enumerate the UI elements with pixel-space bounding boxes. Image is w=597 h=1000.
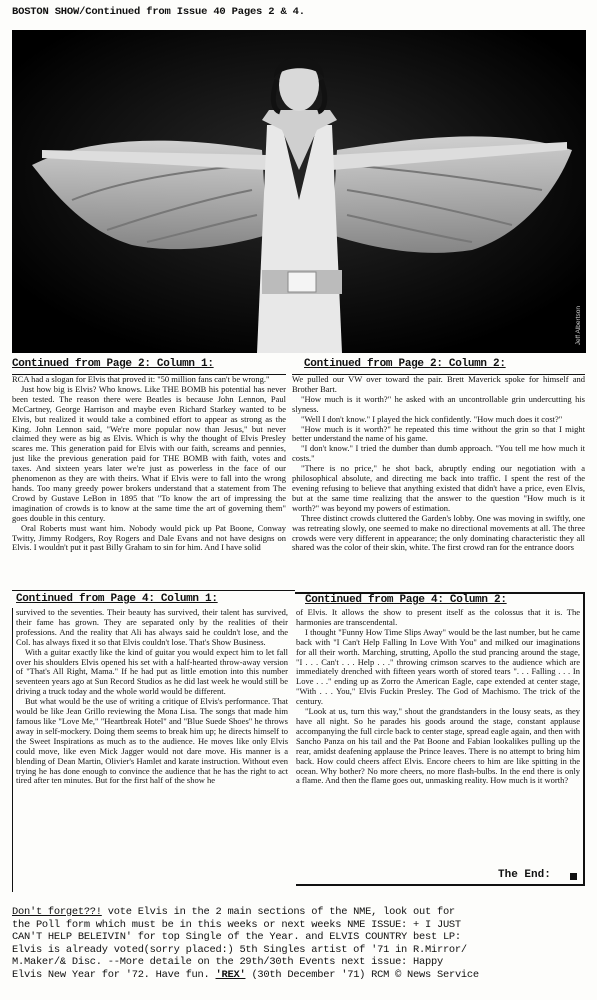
paragraph: "How much is it worth?" he repeated this time without the grin so that I might better understand the name of his game. xyxy=(292,423,585,444)
footer-line-2: the Poll form which must be in this weeks or next weeks NME ISSUE: + I JUST xyxy=(12,918,461,931)
footer-line-6: Elvis New Year for '72. Have fun. 'REX' (30th December '71) RCM © News Service xyxy=(12,968,479,981)
p4-col1-left-rule xyxy=(12,608,13,892)
end-square-mark xyxy=(570,873,577,880)
paragraph: Oral Roberts must want him. Nobody would pick up Pat Boone, Conway Twitty, Jimmy Rodgers, Roy Rogers and Dale Evans and not have designs on Elvis. I wouldn't put it past Billy Graham to sin for him. And I have solid xyxy=(12,522,286,553)
paragraph: "Well I don't know." I played the hick confidently. "How much does it cost?" xyxy=(301,413,563,424)
paragraph: "I don't know." I tried the dumber than dumb approach. "You tell me how much it costs." xyxy=(292,443,585,464)
paragraph: RCA had a slogan for Elvis that proved it: "50 million fans can't be wrong." xyxy=(12,375,270,384)
performer-photo-image xyxy=(12,30,586,353)
footer-line-1: Don't forget??! vote Elvis in the 2 main sections of the NME, look out for xyxy=(12,906,455,918)
p2-col1-text xyxy=(12,375,286,589)
paragraph: Three distinct crowds cluttered the Garden's lobby. One was moving in swiftly, one was retreating slowly, one seemed to make no directional movements at all. The three crowds were very different in appearance; the only dominating characteristic they all shared was the color of their skin, white. The first crowd ran for the entrance doors xyxy=(292,512,585,553)
rex-signature: 'REX' xyxy=(215,968,246,981)
p2-col1-heading: Continued from Page 2: Column 1: xyxy=(12,358,214,370)
p4-col2-text xyxy=(296,608,580,868)
p4-col2-heading: Continued from Page 4: Column 2: xyxy=(305,594,507,606)
paragraph: We pulled our VW over toward the pair. Brett Maverick spoke for himself and Brother Bart. xyxy=(292,375,585,394)
paragraph: "Look at us, turn this way," shout the grandstanders in the lousy seats, as they have all night. So he parades his goods around the stage, constant applause accompanying the full circle back to center stage, spread eagle again, and then with Sancho Panza on his tail and the Pat Boone and Fabian lookalikes pulling up the rear, amidst deafening applause the Prince leaves. There is no attempt to bring him back. How could cheers affect Elvis. Encore cheers to him are like spitting in the ocean. Why bother? No more cheers, no more flash-bulbs. In the end there is only a flame. And then the flame goes out, unmasking reality. How much is it worth? xyxy=(296,706,580,786)
paragraph: "There is no price," he shot back, abruptly ending our negotiation with a philosophical absolute, and directing me back into traffic. I spent the rest of the evening refusing to believe that anything existed that didn't have a price, even Elvis, but at the same time realizing that the answer to the question "How much is it worth?" was beyond my powers of estimation. xyxy=(292,463,585,513)
the-end-label: The End: xyxy=(498,869,551,881)
footer-line-4: Elvis is already voted(sorry placed:) 5th Singles artist of '71 in R.Mirror/ xyxy=(12,943,467,956)
p4-col1-heading: Continued from Page 4: Column 1: xyxy=(16,593,218,605)
footer-line-3: CAN'T HELP BELEIVIN' for top Single of the Year. and ELVIS COUNTRY best LP: xyxy=(12,931,461,944)
paragraph: "How much is it worth?" he asked with an uncontrollable grin undercutting his slyness. xyxy=(292,393,585,414)
paragraph: With a guitar exactly like the kind of guitar you would expect him to let fall over his shoulders Elvis opened his set with a half-hearted throw-away version of "That's All Right, Mama." If he had put as little emotion into this number seventeen years ago at Sun Record Studios as he did last week he would still be driving a truck today and the whole world would be different. xyxy=(16,646,288,697)
p4-col1-text xyxy=(16,608,288,892)
p4-col1-top-rule xyxy=(12,590,295,591)
dont-forget-lead: Don't forget??! xyxy=(12,906,102,918)
concert-photo xyxy=(12,30,586,353)
paragraph: I thought "Funny How Time Slips Away" would be the last number, but he came back with "I Can't Help Falling In Love With You" and milked our imaginations for all their worth. Marching, strutting, Apollo the stud prancing around the stage, "I . . . Can't . . . Help . . ." throwing crimson scarves to the audience which are immediately drenched with fifteen years worth of stored tears ". . . Falling . . . In Love . . ." ending up as Zorro the American Eagle, cape extended at center stage, "With . . . You," Elvis Fuckin Presley. The God of Machismo. The trick of the century. xyxy=(296,626,580,707)
paragraph: of Elvis. It allows the show to present itself as the colossus that it is. The harmonies are transcendental. xyxy=(296,608,580,627)
footer-line-5: M.Maker/& Disc. --More detaile on the 29th/30th Events next issue: Happy xyxy=(12,956,443,969)
p4-col2-right-rule xyxy=(583,594,585,884)
page-header: BOSTON SHOW/Continued from Issue 40 Pages 2 & 4. xyxy=(12,6,305,18)
paragraph: survived to the seventies. Their beauty has survived, their talent has survived, their fame has grown. They are separated only by the realities of their professions. And the reality that Ali has always said he couldn't lose, and the Col. has always fixed it so that Elvis couldn't lose. That's Show Business. xyxy=(16,608,288,647)
footer-notes xyxy=(12,906,592,982)
p2-col2-heading: Continued from Page 2: Column 2: xyxy=(304,358,506,370)
p4-col2-bottom-rule xyxy=(296,884,585,886)
p2-col2-text xyxy=(292,375,585,589)
paragraph: But what would be the use of writing a critique of Elvis's performance. That would be like Jean Grillo reviewing the Mona Lisa. The songs that made him famous like "Love Me," "Heartbreak Hotel" and "Blue Suede Shoes" he throws away in self-mockery. Doing them seems to break him up; he directs himself to the Sweet Inspirations as much as to the audience. He moves like only Elvis could move, like even Mick Jagger would not dare move. His manner is a blending of Dean Martin, Olivier's Hamlet and karate instruction. Without even trying he has done enough to convince the audience that he has the right to act tired after ten minutes. But for the first half of the show he xyxy=(16,696,288,786)
paragraph: Just how big is Elvis? Who knows. Like THE BOMB his potential has never been tested. The reason there were Beatles is because John Lennon, Paul McCartney, George Harrison and maybe even Richard Starkey wanted to be Elvis, but realized it would take a combined effort to appear as strong as the King. John Lennon said, "We're more popular now than Jesus," but never claimed they were as big as Elvis. Which is why the thought of Elvis Presley scares me. This generation paid for Elvis with our faith, screams and pennies, just like the previous generation paid for THE BOMB with faith, votes and taxes. And sixteen years later we're just as powerless in the face of our phenomenon as they are with theirs. What if Elvis were to fall into the wrong hands. Too many greedy power brokers understand that a statement from The Crowd by Gustave LeBon in 1895 that "To know the art of impressing the imagination of crowds is to know at the same time the art of governing them" goes double in this century. xyxy=(12,383,286,523)
photo-credit: Jeff Albertson xyxy=(575,305,582,345)
